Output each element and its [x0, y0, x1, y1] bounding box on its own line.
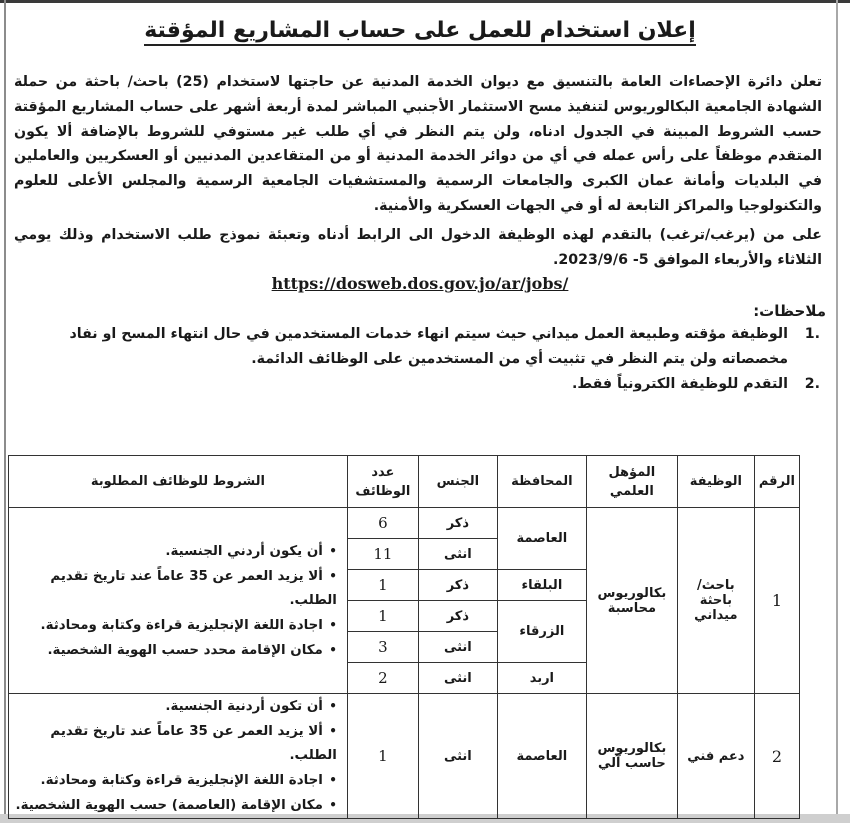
notes-title: ملاحظات: — [753, 302, 826, 321]
scan-left-border — [4, 0, 6, 823]
condition-item: • مكان الإقامة (العاصمة) حسب الهوية الشخصية. — [13, 793, 337, 818]
note-text: الوظيفة مؤقته وطبيعة العمل ميداني حيث سيتم انهاء خدمات المستخدمين في حال انتهاء المسح او نفاد مخصصاته ولن يتم النظر في تثبيت أي من المستخدمين على الوظائف الدائمة. — [69, 326, 788, 368]
condition-item: • اجادة اللغة الإنجليزية قراءة وكتابة ومحادثة. — [13, 768, 337, 793]
row-qualification: بكالوريوس محاسبة — [586, 508, 677, 694]
row-count: 1 — [347, 601, 418, 632]
row-gender: انثى — [418, 663, 497, 694]
scan-top-border — [0, 0, 850, 3]
table-header-row — [9, 456, 800, 508]
header-governorate: المحافظة — [497, 456, 586, 508]
row-gender: انثى — [418, 632, 497, 663]
row-number: 2 — [754, 694, 799, 819]
condition-item: • اجادة اللغة الإنجليزية قراءة وكتابة ومحادثة. — [13, 613, 337, 638]
row-count: 11 — [347, 539, 418, 570]
row-conditions — [9, 508, 348, 694]
row-count: 2 — [347, 663, 418, 694]
header-conditions: الشروط للوظائف المطلوبة — [9, 456, 348, 508]
row-qualification: بكالوريوس حاسب آلي — [586, 694, 677, 819]
condition-item: • أن يكون أردني الجنسية. — [13, 539, 337, 564]
apply-paragraph: على من (يرغب/ترغب) بالتقدم لهذه الوظيفة الدخول الى الرابط أدناه وتعبئة نموذج طلب الاستخدام وذلك يومي الثلاثاء والأربعاء الموافق 5- 2023/9/6. — [14, 226, 822, 268]
condition-item: • ألا يزيد العمر عن 35 عاماً عند تاريخ تقديم الطلب. — [13, 719, 337, 768]
note-item — [14, 372, 820, 397]
header-gender: الجنس — [418, 456, 497, 508]
header-job: الوظيفة — [677, 456, 754, 508]
row-count: 1 — [347, 570, 418, 601]
row-count: 3 — [347, 632, 418, 663]
row-gender: انثى — [418, 539, 497, 570]
announcement-page — [14, 8, 826, 397]
intro-section — [14, 70, 826, 272]
header-count: عدد الوظائف — [347, 456, 418, 508]
conditions-list — [13, 694, 343, 818]
announcement-title — [14, 14, 826, 52]
jobs-link[interactable]: https://dosweb.dos.gov.jo/ar/jobs/ — [271, 274, 569, 294]
jobs-link-line — [14, 274, 826, 298]
note-number: 1. — [804, 326, 820, 343]
row-governorate: العاصمة — [497, 694, 586, 819]
row-gender: ذكر — [418, 508, 497, 539]
row-job: باحث/ باحثة ميداني — [677, 508, 754, 694]
conditions-list — [13, 539, 343, 663]
table-row — [9, 508, 800, 539]
header-qualification: المؤهل العلمي — [586, 456, 677, 508]
row-gender: ذكر — [418, 601, 497, 632]
row-count: 6 — [347, 508, 418, 539]
condition-item: • مكان الإقامة محدد حسب الهوية الشخصية. — [13, 638, 337, 663]
row-governorate: اربد — [497, 663, 586, 694]
condition-item: • أن تكون أردنية الجنسية. — [13, 694, 337, 719]
row-governorate: العاصمة — [497, 508, 586, 570]
row-governorate: الزرقاء — [497, 601, 586, 663]
notes-list — [14, 322, 826, 397]
row-gender: ذكر — [418, 570, 497, 601]
title-text: إعلان استخدام للعمل على حساب المشاريع المؤقتة — [144, 18, 696, 46]
note-text: التقدم للوظيفة الكترونياً فقط. — [572, 376, 788, 393]
condition-item: • ألا يزيد العمر عن 35 عاماً عند تاريخ تقديم الطلب. — [13, 564, 337, 613]
table-row — [9, 694, 800, 819]
note-item — [14, 322, 820, 372]
header-number: الرقم — [754, 456, 799, 508]
row-count: 1 — [347, 694, 418, 819]
row-conditions — [9, 694, 348, 819]
scan-right-border — [836, 0, 838, 823]
note-number: 2. — [804, 376, 820, 393]
row-governorate: البلقاء — [497, 570, 586, 601]
row-number: 1 — [754, 508, 799, 694]
row-gender: انثى — [418, 694, 497, 819]
row-job: دعم فني — [677, 694, 754, 819]
jobs-table — [8, 455, 800, 819]
intro-paragraph: تعلن دائرة الإحصاءات العامة بالتنسيق مع ديوان الخدمة المدنية عن حاجتها لاستخدام (25) باحث/ باحثة من حملة الشهادة الجامعية البكالوريوس لتنفيذ مسح الاستثمار الأجنبي المباشر لمدة أربعة أشهر على حساب المشاريع المؤقتة حسب الشروط المبينة في الجدول ادناه، ولن يتم النظر في أي طلب غير مستوفي للشروط بالإضافة ألا يكون المتقدم موظفاً على رأس عمله في أي من دوائر الخدمة المدنية أو من المتقاعدين المدنيين أو العسكريين والعاملين في البلديات وأمانة عمان الكبرى والجامعات الرسمية والمستشفيات الجامعية الرسمية والمجلس الأعلى للعلوم والتكنولوجيا والمراكز التابعة له أو في الجهات العسكرية والأمنية. — [14, 74, 822, 214]
